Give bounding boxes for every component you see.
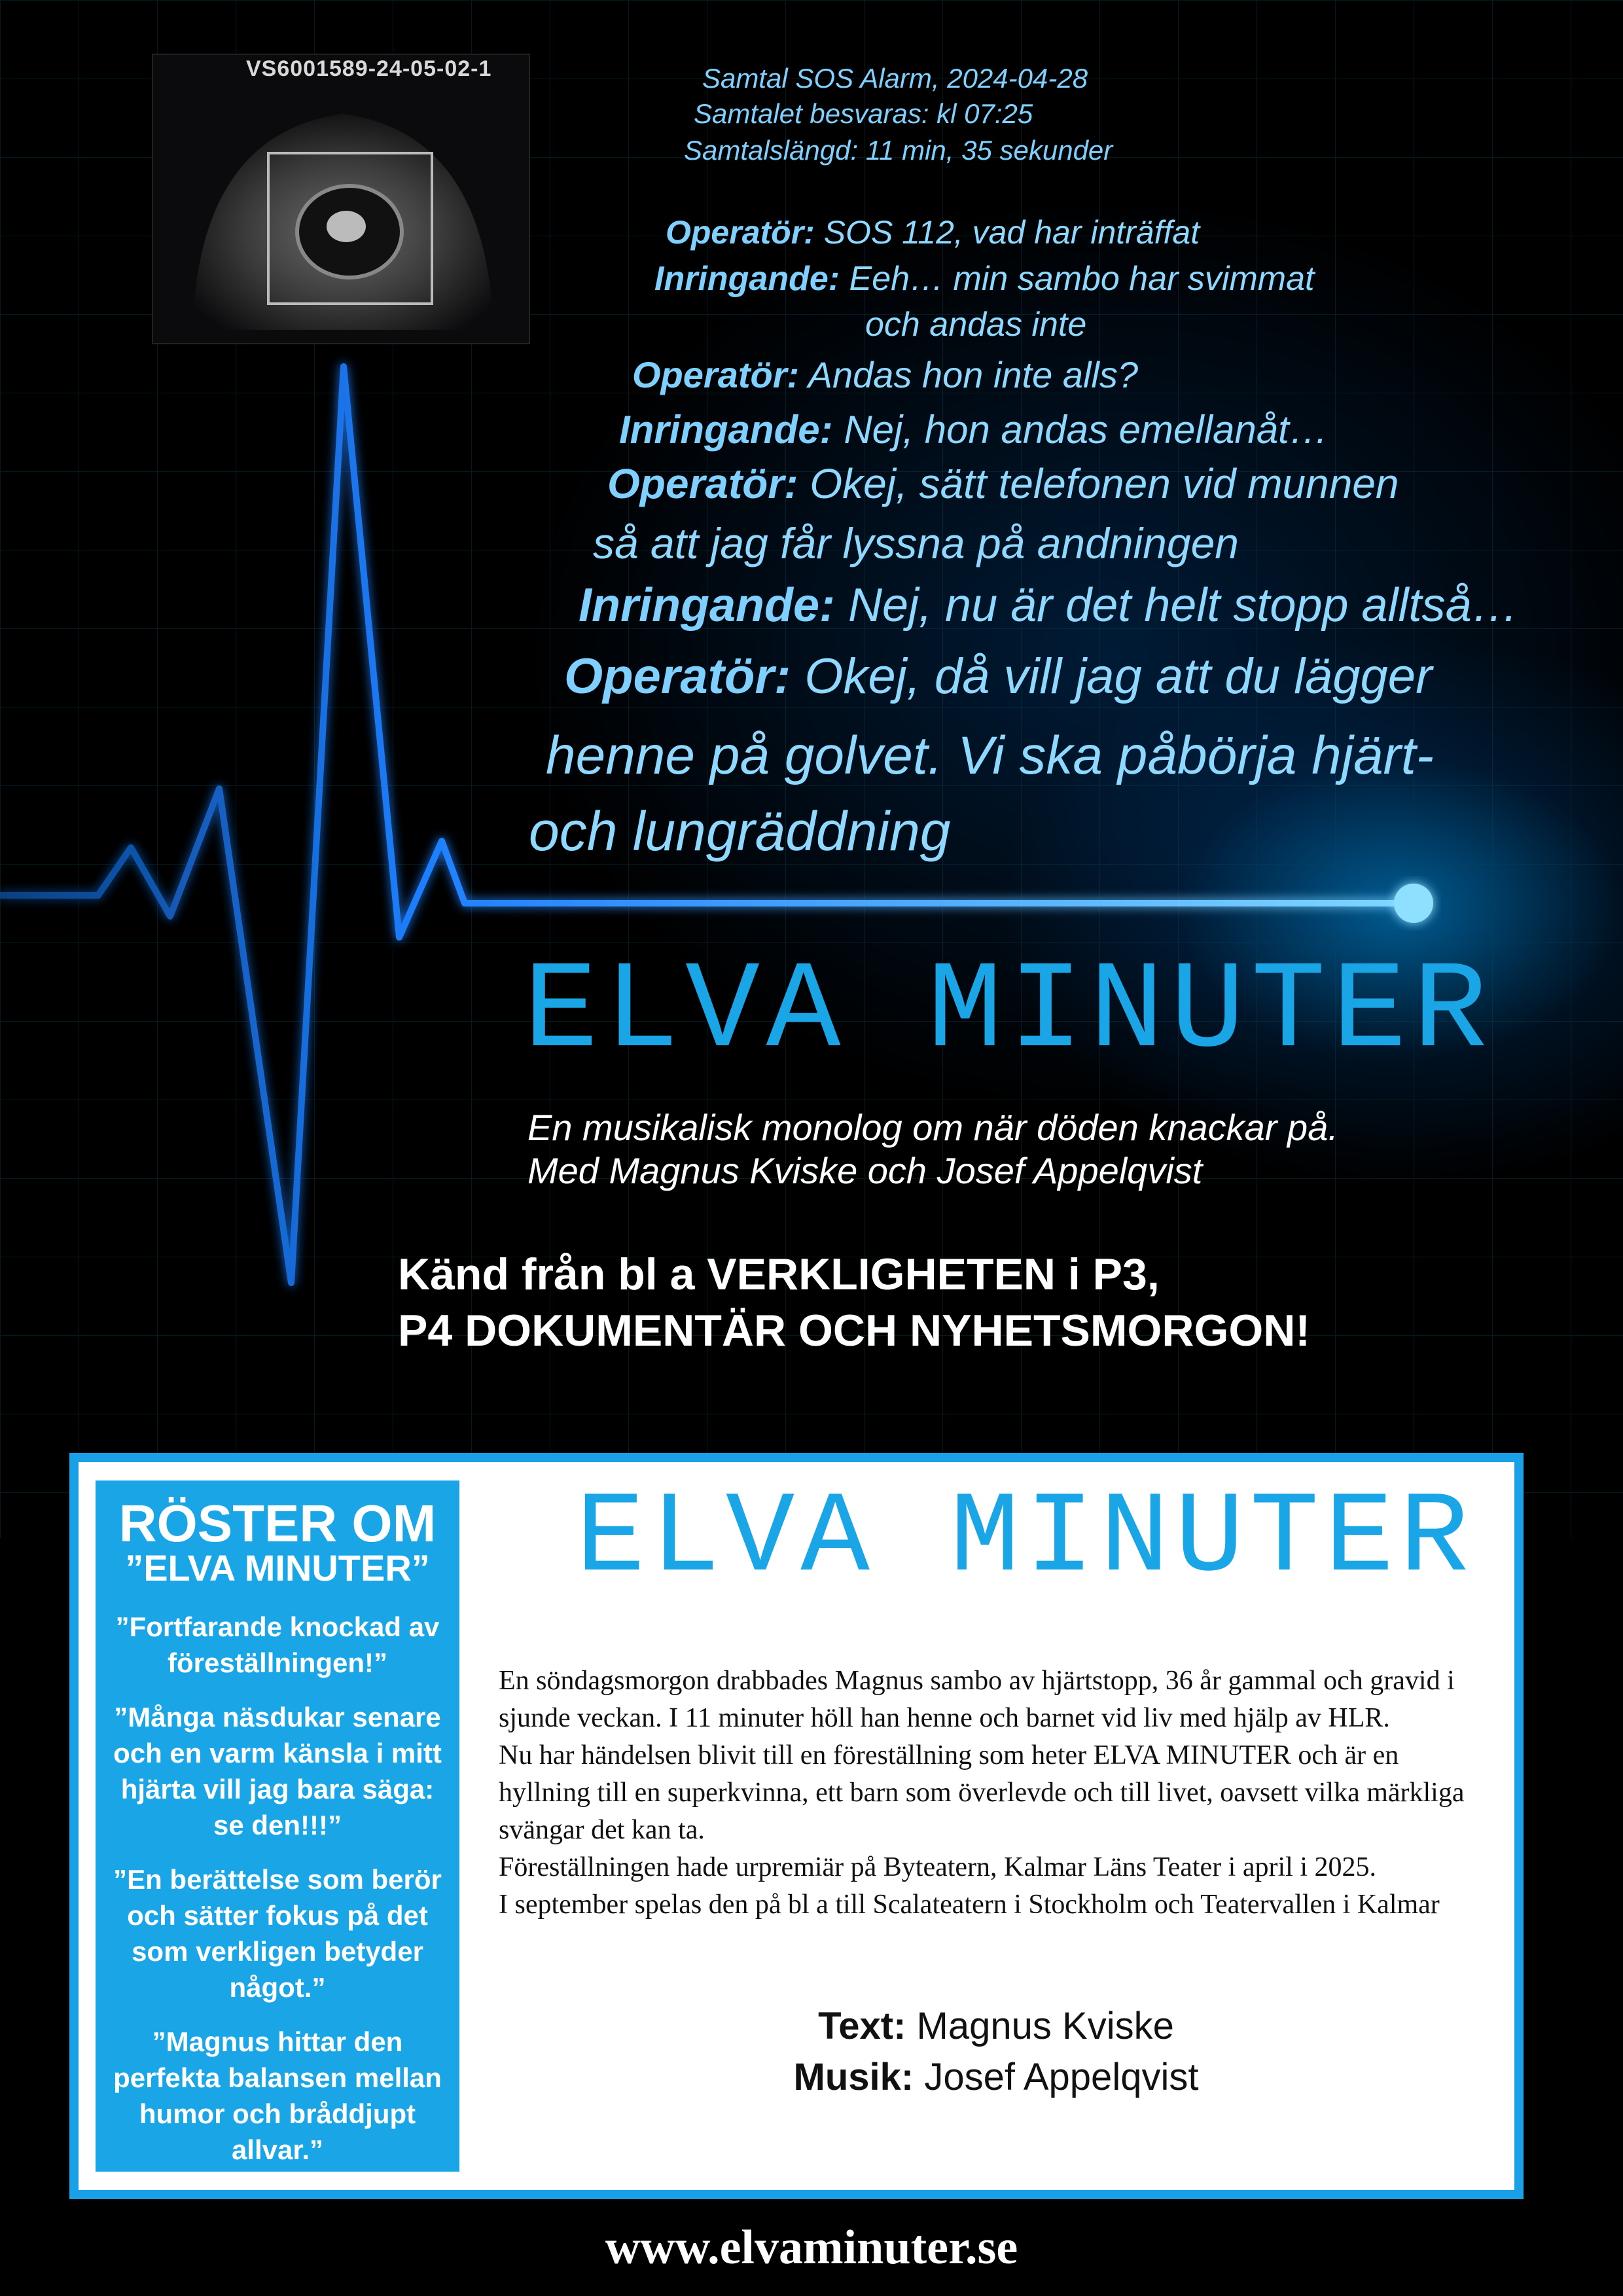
call-info-duration: Samtalslängd: 11 min, 35 sekunder — [684, 135, 1113, 166]
call-info-answered: Samtalet besvaras: kl 07:25 — [694, 98, 1033, 129]
dialogue-line-1: Operatör: SOS 112, vad har inträffat — [666, 214, 1200, 251]
description-paragraph-1: En söndagsmorgon drabbades Magnus sambo av hjärtstopp, 36 år gammal och gravid i sjunde veckan. I 11 minuter höll han henne och barnet vid liv med hjälp av HLR. — [499, 1666, 1455, 1733]
reviews-title: RÖSTER OM — [118, 1494, 437, 1552]
dialogue-line-9: Operatör: Okej, då vill jag att du lägger — [564, 649, 1433, 704]
review-quote-3: ”En berättelse som berör och sätter fokus på det som verkligen betyder något.” — [113, 1864, 442, 2003]
description-paragraph-2: Nu har händelsen blivit till en föreställning som heter ELVA MINUTER och är en hyllning till en superkvinna, ett barn som överlevde och till livet, oavsett vilka märkliga svängar det kan ta. — [499, 1740, 1465, 1845]
main-title: ELVA MINUTER — [524, 942, 1494, 1083]
reviews-subtitle: ”ELVA MINUTER” — [125, 1547, 430, 1588]
description-paragraph-4: I september spelas den på bl a till Scalateatern i Stockholm och Teatervallen i Kalmar — [499, 1890, 1440, 1920]
description-paragraph-3: Föreställningen hade urpremiär på Byteatern, Kalmar Läns Teater i april i 2025. — [499, 1852, 1376, 1882]
call-info-date: Samtal SOS Alarm, 2024-04-28 — [702, 63, 1088, 94]
dialogue-line-3: och andas inte — [865, 306, 1087, 344]
credit-text: Text: Magnus Kviske — [818, 2005, 1174, 2047]
description — [499, 1662, 1493, 1924]
box-title: ELVA MINUTER — [576, 1473, 1475, 1604]
dialogue-line-8: Inringande: Nej, nu är det helt stopp alltså… — [579, 579, 1519, 632]
known-from-line-1: Känd från bl a VERKLIGHETEN i P3, — [398, 1249, 1160, 1299]
dialogue-line-4: Operatör: Andas hon inte alls? — [632, 354, 1138, 395]
review-quote-2: ”Många näsdukar senare och en varm känsla i mitt hjärta vill jag bara säga: se den!!!” — [113, 1702, 442, 1840]
review-quote-1: ”Fortfarande knockad av föreställningen!” — [115, 1611, 440, 1678]
credit-music: Musik: Josef Appelqvist — [793, 2056, 1199, 2098]
subtitle-line-2: Med Magnus Kviske och Josef Appelqvist — [527, 1150, 1203, 1191]
ultrasound-label: VS6001589-24-05-02-1 — [246, 56, 492, 81]
reviews-panel — [96, 1480, 459, 2172]
dialogue-line-10: henne på golvet. Vi ska påbörja hjärt- — [546, 726, 1434, 785]
known-from-line-2: P4 DOKUMENTÄR OCH NYHETSMORGON! — [398, 1306, 1311, 1355]
review-quote-4: ”Magnus hittar den perfekta balansen mellan humor och bråddjupt allvar.” — [113, 2026, 442, 2165]
dialogue-line-7: så att jag får lyssna på andningen — [593, 519, 1240, 567]
dialogue-line-2: Inringande: Eeh… min sambo har svimmat — [654, 260, 1315, 298]
dialogue-line-6: Operatör: Okej, sätt telefonen vid munnen — [607, 460, 1399, 507]
subtitle-line-1: En musikalisk monolog om när döden knackar på. — [527, 1107, 1338, 1148]
dialogue-line-5: Inringande: Nej, hon andas emellanåt… — [619, 408, 1329, 452]
dialogue-line-11: och lungräddning — [529, 800, 951, 862]
website-link[interactable]: www.elvaminuter.se — [605, 2221, 1018, 2274]
